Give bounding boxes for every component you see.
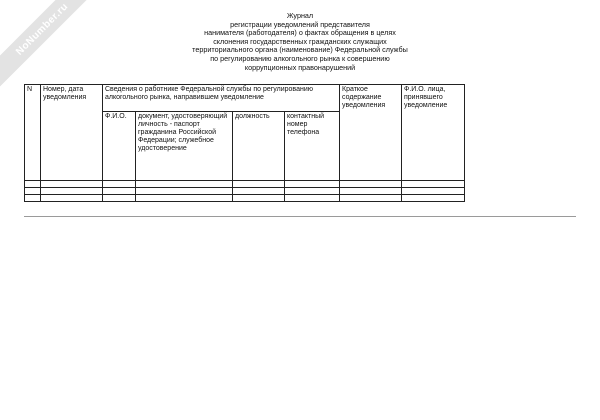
document-title: [150, 12, 450, 72]
table-cell: [402, 188, 465, 195]
table-cell: [41, 188, 103, 195]
header-receiver: Ф.И.О. лица, принявшего уведомление: [402, 85, 465, 181]
subheader-position: должность: [233, 112, 285, 181]
title-line: коррупционных правонарушений: [244, 62, 356, 72]
table-cell: [233, 181, 285, 188]
table-cell: [402, 195, 465, 202]
subheader-document: документ, удостоверяющий личность - паспорт гражданина Российской Федерации; служебное удостоверение: [136, 112, 233, 181]
page-divider: [24, 216, 576, 217]
table-cell: [402, 181, 465, 188]
table-cell: [103, 188, 136, 195]
table-cell: [285, 188, 340, 195]
table-cell: [136, 181, 233, 188]
table-cell: [103, 181, 136, 188]
header-summary: Краткое содержание уведомления: [340, 85, 402, 181]
table-cell: [25, 188, 41, 195]
table-cell: [136, 195, 233, 202]
journal-table: [24, 84, 465, 202]
table-cell: [340, 195, 402, 202]
watermark-text: NoNumber.ru: [13, 0, 71, 58]
table-row: [25, 195, 465, 202]
table-cell: [25, 181, 41, 188]
table-cell: [103, 195, 136, 202]
watermark-ribbon: [0, 0, 106, 93]
subheader-fio: Ф.И.О.: [103, 112, 136, 181]
table-cell: [340, 181, 402, 188]
table-row: [25, 188, 465, 195]
title-line: по регулированию алкогольного рынка к совершению: [210, 53, 390, 63]
table-cell: [25, 195, 41, 202]
table-cell: [41, 181, 103, 188]
title-line: регистрации уведомлений представителя: [230, 19, 370, 29]
table-cell: [41, 195, 103, 202]
header-employee-info: Сведения о работнике Федеральной службы по регулированию алкогольного рынка, направившем уведомление: [103, 85, 340, 112]
table-cell: [136, 188, 233, 195]
table-cell: [233, 188, 285, 195]
subheader-phone: контактный номер телефона: [285, 112, 340, 181]
table-cell: [285, 181, 340, 188]
title-line: нанимателя (работодателя) о фактах обращения в целях: [204, 28, 396, 38]
table-cell: [285, 195, 340, 202]
table-row: [25, 181, 465, 188]
header-n: N: [25, 85, 41, 181]
title-line: склонения государственных гражданских служащих: [213, 36, 387, 46]
table-cell: [340, 188, 402, 195]
title-line: Журнал: [286, 11, 314, 20]
header-number-date: Номер, дата уведомления: [41, 85, 103, 181]
table-cell: [233, 195, 285, 202]
header-row: [25, 85, 465, 112]
title-line: территориального органа (наименование) Федеральной службы: [192, 45, 408, 55]
